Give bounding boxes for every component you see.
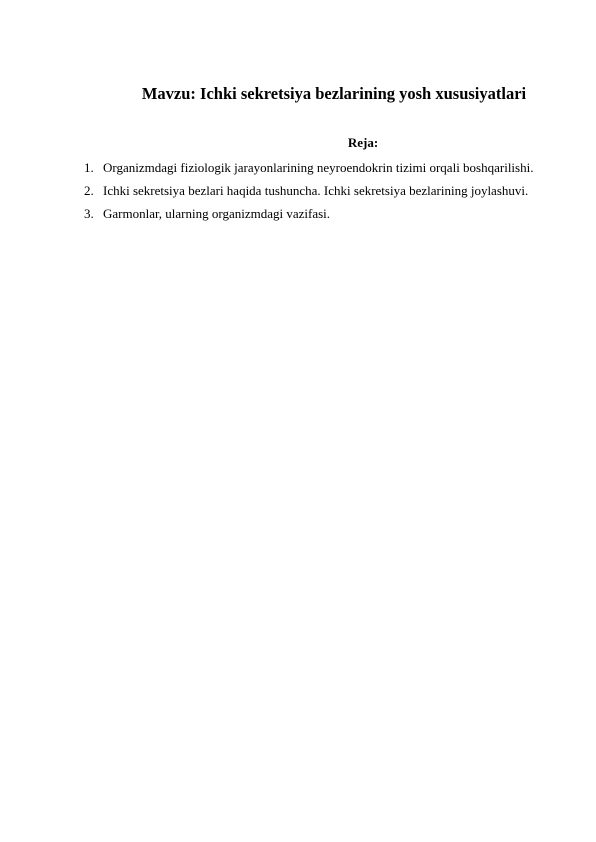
page-title: Mavzu: Ichki sekretsiya bezlarining yosh xususiyatlari [141,84,527,103]
list-item-text: Ichki sekretsiya bezlari haqida tushuncha. Ichki sekretsiya bezlarining joylashuvi. [103,183,529,198]
list-item-text: Garmonlar, ularning organizmdagi vazifasi. [103,206,331,221]
plan-heading: Reja: [347,135,379,150]
plan-list [84,156,554,225]
list-item-number: 3. [84,206,94,221]
list-item-number: 2. [84,183,94,198]
list-item [84,202,554,225]
list-item [84,179,554,202]
list-item-text: Organizmdagi fiziologik jarayonlarining neyroendokrin tizimi orqali boshqarilishi. [103,160,534,175]
list-item [84,156,554,179]
list-item-number: 1. [84,160,94,175]
